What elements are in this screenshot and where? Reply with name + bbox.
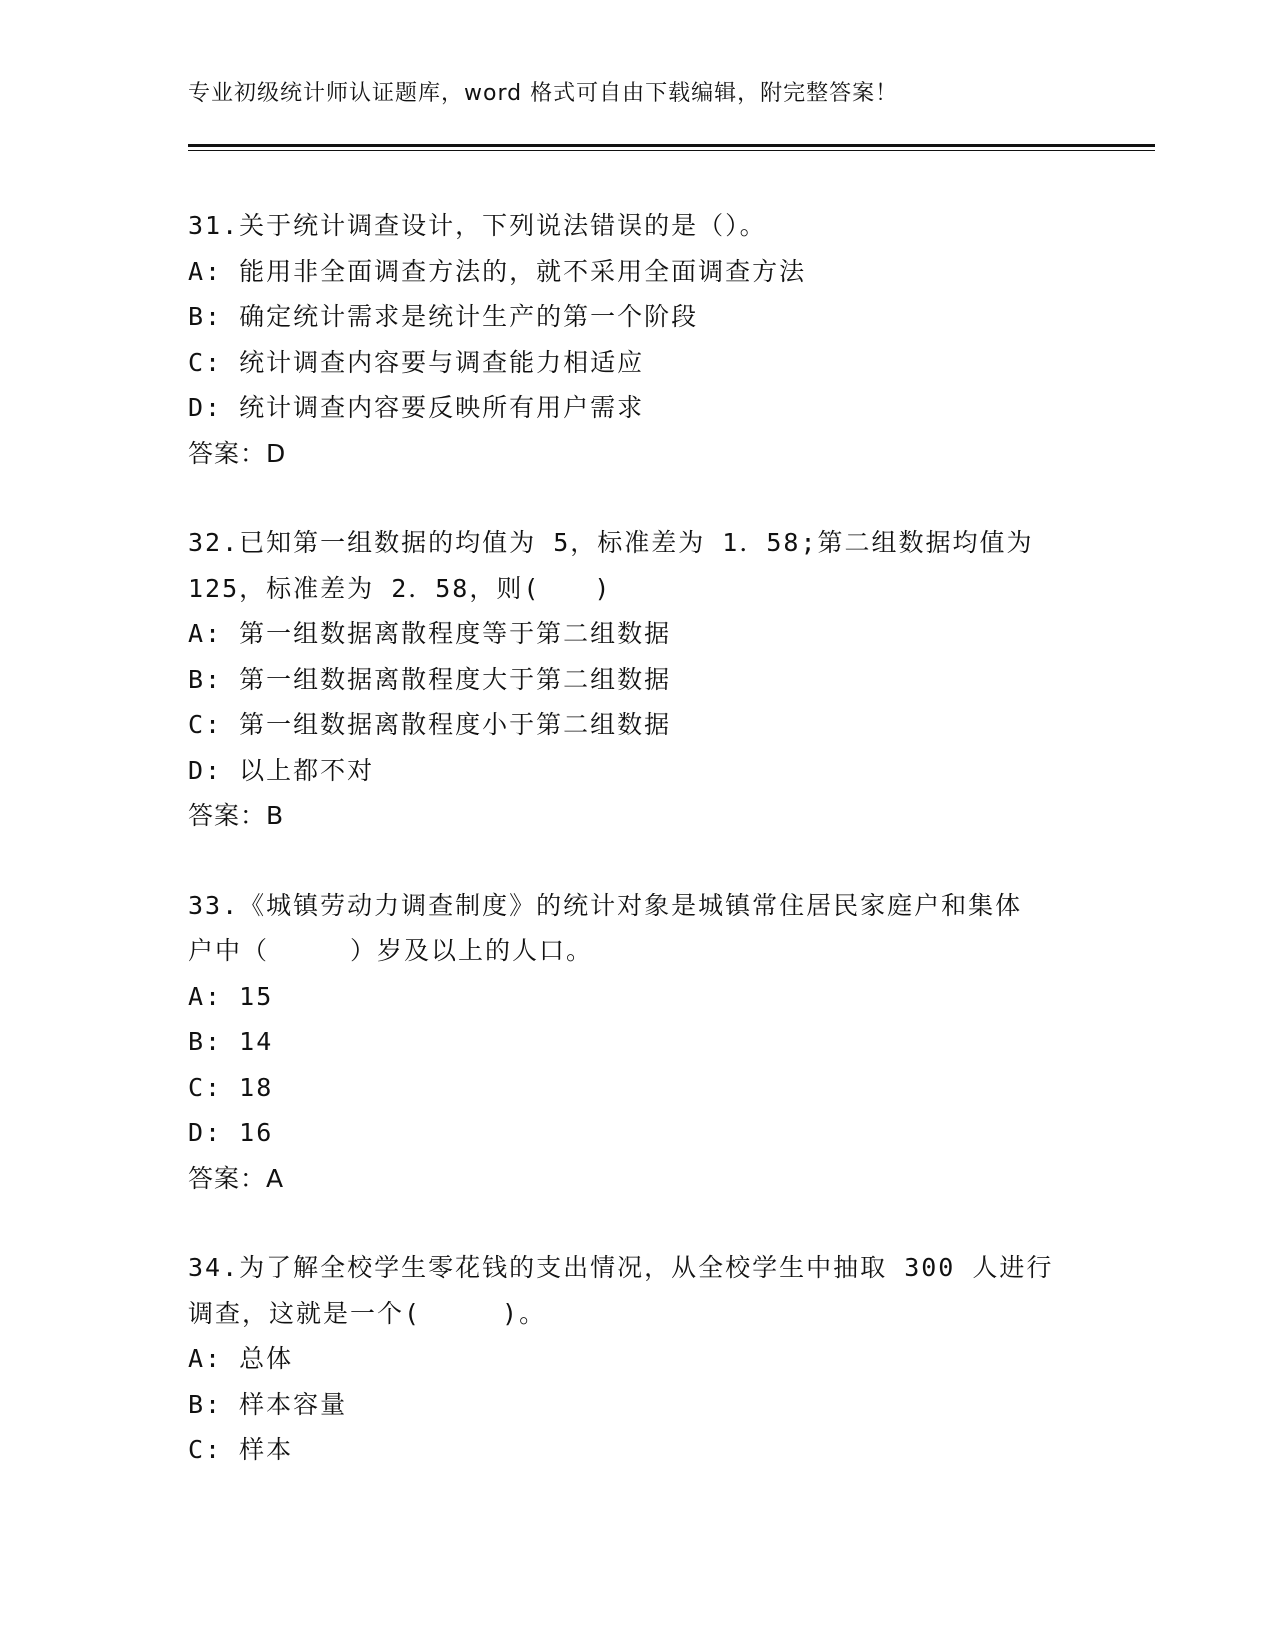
- option-d: D: 16: [188, 1118, 274, 1147]
- option-c: C: 18: [188, 1072, 274, 1102]
- option-a: A: 第一组数据离散程度等于第二组数据: [188, 619, 672, 648]
- option-a: A: 能用非全面调查方法的，就不采用全面调查方法: [188, 256, 807, 286]
- header-rule-thick: [188, 144, 1155, 147]
- answer-text: 答案：A: [188, 1163, 285, 1193]
- question-33: [188, 883, 1088, 1202]
- option-b: B: 第一组数据离散程度大于第二组数据: [188, 664, 672, 694]
- question-34: [188, 1245, 1088, 1473]
- option-d: D: 以上都不对: [188, 755, 375, 785]
- option-d: D: 统计调查内容要反映所有用户需求: [188, 393, 645, 422]
- option-c: C: 统计调查内容要与调查能力相适应: [188, 347, 645, 377]
- question-stem: 32.已知第一组数据的均值为 5，标准差为 1．58;第二组数据均值为: [188, 528, 1034, 557]
- header-rule-thin: [188, 150, 1155, 151]
- page-header: 专业初级统计师认证题库，word 格式可自由下载编辑，附完整答案！: [188, 81, 899, 106]
- question-stem-continued: 调查，这就是一个( )。: [188, 1298, 547, 1328]
- option-c: C: 第一组数据离散程度小于第二组数据: [188, 710, 672, 739]
- question-31: [188, 203, 1088, 476]
- question-32: [188, 520, 1088, 839]
- option-b: B: 样本容量: [188, 1389, 348, 1419]
- option-c: C: 样本: [188, 1435, 294, 1464]
- question-stem: 34.为了解全校学生零花钱的支出情况，从全校学生中抽取 300 人进行: [188, 1253, 1054, 1282]
- option-b: B: 14: [188, 1027, 274, 1056]
- option-b: B: 确定统计需求是统计生产的第一个阶段: [188, 302, 699, 331]
- question-stem-continued: 125，标准差为 2．58，则( ): [188, 573, 612, 603]
- option-a: A: 15: [188, 981, 274, 1011]
- question-stem: 33.《城镇劳动力调查制度》的统计对象是城镇常住居民家庭户和集体: [188, 890, 1023, 920]
- option-a: A: 总体: [188, 1344, 294, 1373]
- question-list: [188, 203, 1088, 1517]
- answer-text: 答案：B: [188, 801, 285, 830]
- question-stem: 31.关于统计调查设计，下列说法错误的是（）。: [188, 211, 767, 240]
- question-stem-continued: 户中（ ）岁及以上的人口。: [188, 936, 594, 965]
- answer-text: 答案：D: [188, 438, 287, 468]
